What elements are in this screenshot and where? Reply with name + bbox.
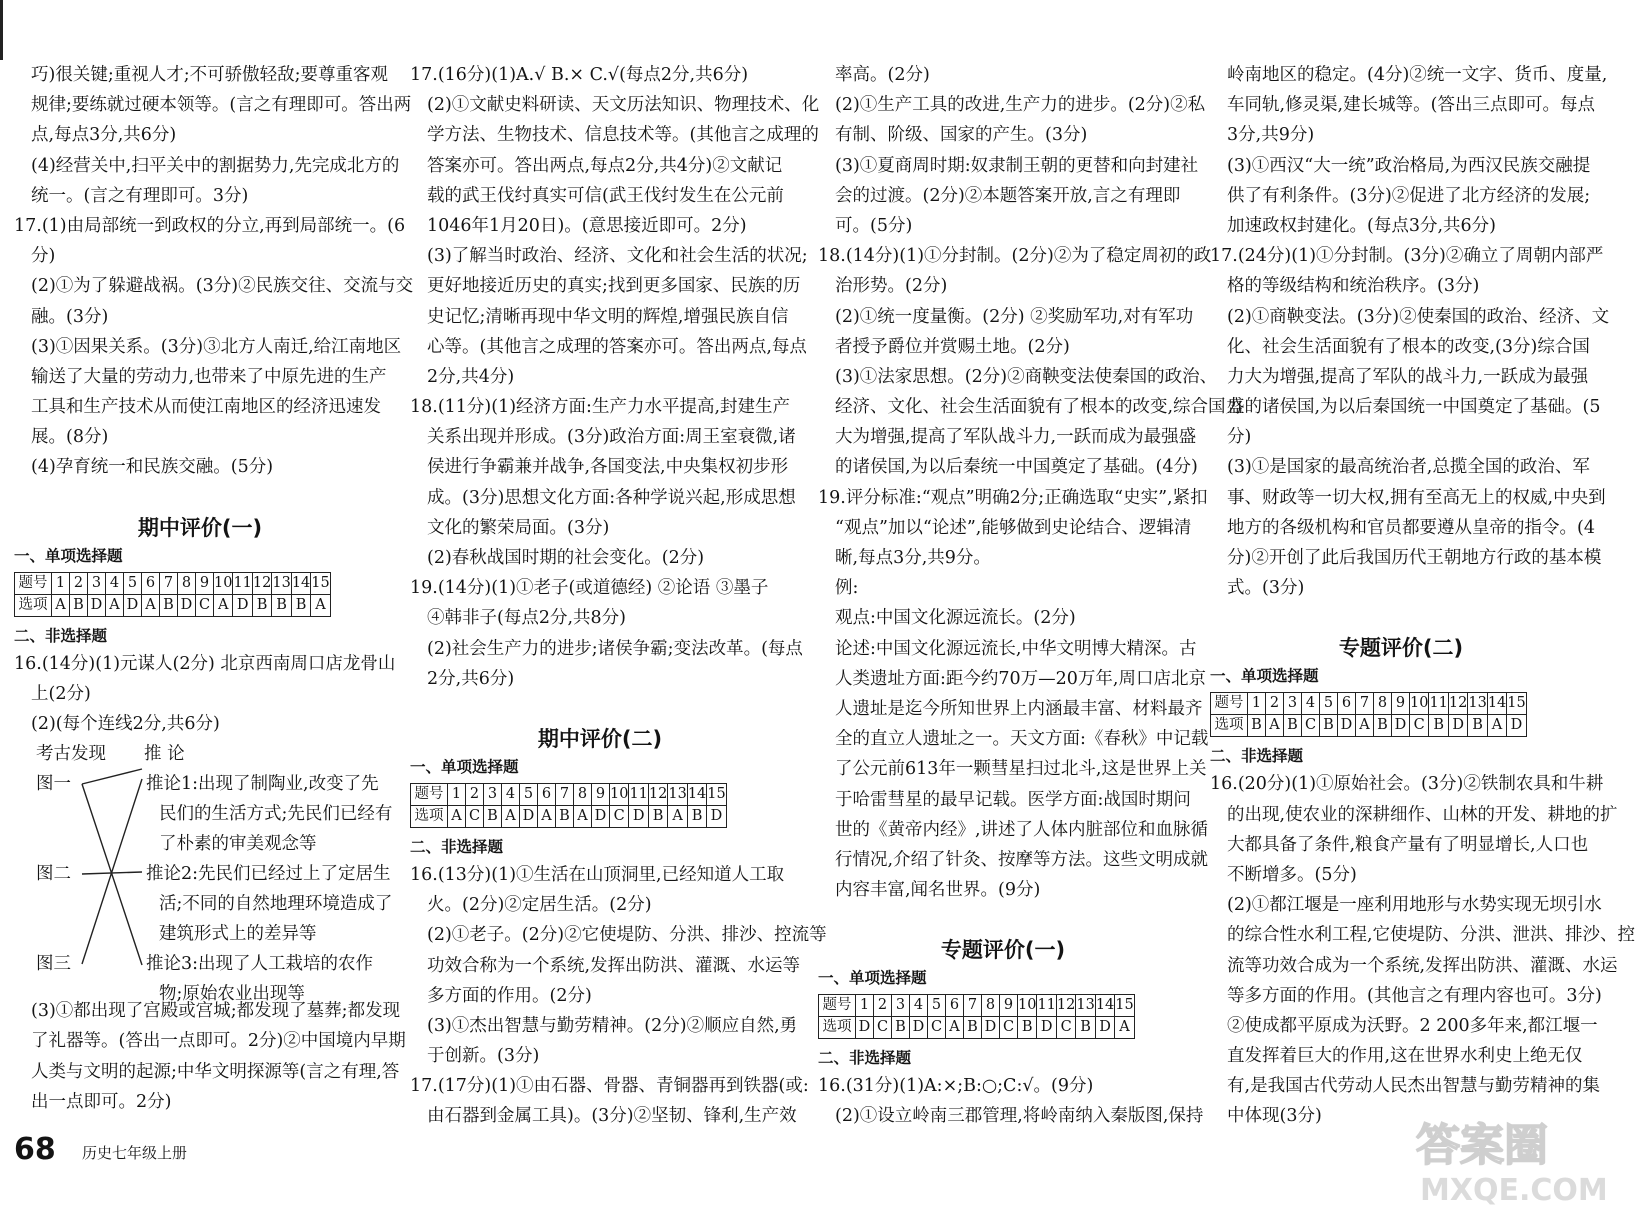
answer-line: 等多方面的作用。(其他言之有理内容也可。3分) — [1227, 985, 1602, 1006]
table-cell: 5 — [124, 572, 142, 594]
answer-line: 分)②开创了此后我国历代王朝地方行政的基本模 — [1227, 548, 1602, 568]
answer-line: 侯进行争霸兼并战争,各国变法,中央集权初步形 — [427, 457, 789, 478]
table-cell: A — [52, 594, 70, 616]
answer-line: 巧)很关键;重视人才;不可骄傲轻敌;要尊重客观 — [31, 65, 389, 85]
table-cell: 6 — [946, 995, 964, 1017]
section-title-midterm-2: 期中评价(二) — [537, 726, 663, 751]
table-cell: A — [311, 594, 330, 616]
table-header-row — [819, 995, 1135, 1017]
answer-line: 内容丰富,闻名世界。(9分) — [835, 880, 1041, 901]
table-cell: 3 — [1284, 693, 1302, 715]
table-cell: 6 — [142, 572, 160, 594]
diagram-inference-line: 推论3:出现了人工栽培的农作 — [146, 954, 374, 975]
answer-line: 于创新。(3分) — [427, 1046, 540, 1067]
answer-line: (3)①是国家的最高统治者,总揽全国的政治、军 — [1227, 457, 1590, 478]
table-cell: A — [946, 1017, 964, 1039]
table-answer-row — [15, 594, 331, 616]
page-number: 68 — [14, 1132, 56, 1167]
answer-line: (2)①设立岭南三郡管理,将岭南纳入秦版图,保持 — [835, 1106, 1204, 1127]
answer-line: ④韩非子(每点2分,共8分) — [427, 608, 626, 629]
answer-line: 观点:中国文化源远流长。(2分) — [835, 608, 1076, 629]
section-title-topic-2: 专题评价(二) — [1338, 636, 1464, 661]
table-answer-row — [819, 1017, 1135, 1039]
table-cell: 3 — [892, 995, 910, 1017]
answer-line: 规律;要练就过硬本领等。(言之有理即可。答出两 — [31, 95, 412, 116]
answer-line: 加速政权封建化。(每点3分,共6分) — [1227, 215, 1496, 236]
diagram-header-right: 推 论 — [144, 744, 185, 765]
answer-line: 统一。(言之有理即可。3分) — [31, 185, 249, 206]
diagram-left-item: 图二 — [36, 864, 71, 885]
col4-block-2 — [1210, 769, 1635, 1131]
table-cell: A — [1487, 715, 1506, 737]
answer-line: (2)①统一度量衡。(2分) ②奖励军功,对有军功 — [835, 306, 1194, 327]
left-edge-mark — [0, 0, 3, 60]
table-cell: 4 — [502, 783, 520, 805]
table-cell: D — [1037, 1017, 1056, 1039]
answer-line: 16.(20分)(1)①原始社会。(3分)②铁制农具和牛耕 — [1210, 774, 1604, 795]
answer-line: 格的等级结构和统治秩序。(3分) — [1227, 276, 1480, 297]
answer-line: 大都具备了条件,粮食产量有了明显增长,人口也 — [1227, 834, 1589, 855]
answer-line: 化、社会生活面貌有了根本的改变,(3分)综合国 — [1227, 336, 1590, 357]
table-cell: 8 — [1374, 693, 1392, 715]
table-cell: B — [1248, 715, 1266, 737]
answer-line: 17.(17分)(1)①由石器、骨器、青铜器再到铁器(或: — [410, 1076, 809, 1097]
answer-line: 有,是我国古代劳动人民杰出智慧与勤劳精神的集 — [1227, 1076, 1601, 1097]
table-cell: D — [592, 805, 610, 827]
answer-line: 世的《黄帝内经》,讲述了人体内脏部位和血脉循 — [835, 819, 1209, 840]
answer-line: 了礼器等。(答出一点即可。2分)②中国境内早期 — [31, 1031, 406, 1052]
answer-line: 16.(14分)(1)元谋人(2分) 北京西南周口店龙骨山 — [14, 653, 396, 674]
table-header-row — [15, 572, 331, 594]
answer-line: 火。(2分)②定居生活。(2分) — [427, 895, 652, 916]
table-cell: C — [1056, 1017, 1075, 1039]
table-cell: B — [1076, 1017, 1095, 1039]
table-row-label: 题号 — [411, 783, 448, 805]
table-cell: 7 — [160, 572, 178, 594]
heading-non-choice: 二、非选择题 — [818, 1049, 912, 1068]
table-row-label: 选项 — [819, 1017, 856, 1039]
heading-single-choice: 一、单项选择题 — [410, 757, 519, 776]
table-cell: D — [233, 594, 252, 616]
table-cell: 8 — [178, 572, 196, 594]
answer-line: 16.(31分)(1)A:×;B:○;C:√。(9分) — [818, 1076, 1094, 1097]
answer-line: 了公元前613年一颗彗星扫过北斗,这是世界上关 — [835, 759, 1207, 780]
answer-line: 关系出现并形成。(3分)政治方面:周王室衰微,诸 — [427, 427, 796, 448]
answer-line: 17.(1)由局部统一到政权的分立,再到局部统一。(6 — [14, 215, 406, 236]
table-cell: 9 — [592, 783, 610, 805]
answer-line: 16.(13分)(1)①生活在山顶洞里,已经知道人工取 — [410, 864, 785, 885]
table-row-label: 选项 — [15, 594, 52, 616]
table-cell: D — [1448, 715, 1467, 737]
answer-line: 史记忆;清晰再现中华文明的辉煌,增强民族自信 — [427, 306, 789, 327]
answer-line: 成。(3分)思想文化方面:各种学说兴起,形成思想 — [427, 487, 796, 508]
answer-line: 19.(14分)(1)①老子(或道德经) ②论语 ③墨子 — [410, 578, 769, 599]
table-cell: D — [124, 594, 142, 616]
table-cell: A — [448, 805, 466, 827]
answer-line: 的诸侯国,为以后秦统一中国奠定了基础。(4分) — [835, 457, 1198, 478]
table-cell: B — [648, 805, 667, 827]
answer-line: 力大为增强,提高了军队的战斗力,一跃成为最强 — [1227, 366, 1589, 387]
answer-line: 式。(3分) — [1227, 578, 1305, 599]
answer-line: 中体现(3分) — [1227, 1106, 1322, 1127]
answer-line: (2)①为了躲避战祸。(3分)②民族交往、交流与交 — [31, 276, 414, 297]
diagram-inference-line: 活;不同的自然地理环境造成了 — [159, 894, 393, 915]
answer-line: 文化的繁荣局面。(3分) — [427, 517, 610, 538]
table-cell: C — [1000, 1017, 1018, 1039]
answer-table — [818, 994, 1135, 1039]
table-cell: 15 — [1507, 693, 1526, 715]
answer-line: 的出现,使农业的深耕细作、山林的开发、耕地的扩 — [1227, 804, 1618, 825]
table-answer-row — [411, 805, 727, 827]
table-cell: D — [707, 805, 726, 827]
answer-line: 点,每点3分,共6分) — [31, 125, 177, 146]
answer-line: 经济、文化、社会生活面貌有了根本的改变,综合国力 — [835, 397, 1244, 418]
table-cell: B — [1374, 715, 1392, 737]
answer-table — [14, 572, 331, 617]
table-cell: D — [1507, 715, 1526, 737]
table-cell: 8 — [574, 783, 592, 805]
diagram-inference-line: 推论1:出现了制陶业,改变了先 — [146, 774, 379, 795]
table-cell: B — [291, 594, 310, 616]
answer-line: (3)①杰出智慧与勤劳精神。(2分)②顺应自然,勇 — [427, 1015, 798, 1036]
answer-line: 17.(24分)(1)①分封制。(3分)②确立了周朝内部严 — [1210, 246, 1604, 267]
table-cell: 4 — [1302, 693, 1320, 715]
table-cell: 1 — [1248, 693, 1266, 715]
heading-single-choice: 一、单项选择题 — [818, 969, 927, 988]
table-cell: D — [982, 1017, 1000, 1039]
table-cell: 1 — [52, 572, 70, 594]
answer-line: 由石器到金属工具)。(3分)②坚韧、锋利,生产效 — [427, 1106, 797, 1127]
answer-line: (2)①都江堰是一座利用地形与水势实现无坝引水 — [1227, 895, 1602, 916]
svg-text:MXQE.COM: MXQE.COM — [1420, 1173, 1608, 1208]
table-cell: 13 — [1468, 693, 1487, 715]
table-cell: 11 — [233, 572, 252, 594]
table-cell: 7 — [1356, 693, 1374, 715]
answer-line: 治形势。(2分) — [835, 276, 948, 297]
answer-line: 2分,共4分) — [427, 366, 515, 387]
watermark-logo — [1412, 1110, 1608, 1210]
answer-line: 人类与文明的起源;中华文明探源等(言之有理,答 — [31, 1061, 400, 1082]
answer-line: 上(2分) — [31, 683, 91, 704]
table-cell: 15 — [707, 783, 726, 805]
answer-line: (3)①都出现了宫殿或宫城;都发现了墓葬;都发现 — [31, 1001, 401, 1022]
answer-line: 分) — [1227, 427, 1252, 448]
table-cell: C — [874, 1017, 892, 1039]
answer-line: “观点”加以“论述”,能够做到史论结合、逻辑清 — [835, 517, 1192, 538]
table-cell: B — [1429, 715, 1448, 737]
table-cell: B — [964, 1017, 982, 1039]
table-cell: C — [610, 805, 629, 827]
table-cell: 11 — [629, 783, 648, 805]
answer-line: ②使成都平原成为沃野。2 200多年来,都江堰一 — [1227, 1015, 1598, 1036]
table-cell: 2 — [466, 783, 484, 805]
col2-block-1 — [410, 60, 820, 694]
answer-line: 学方法、生物技术、信息技术等。(其他言之成理的 — [427, 125, 819, 146]
table-cell: C — [1302, 715, 1320, 737]
answer-line: (2)①老子。(2分)②它使堤防、分洪、排沙、控流等 — [427, 925, 827, 946]
table-cell: B — [687, 805, 706, 827]
table-cell: D — [910, 1017, 928, 1039]
table-cell: C — [466, 805, 484, 827]
svg-text:答案圈: 答案圈 — [1416, 1120, 1548, 1171]
table-cell: D — [88, 594, 106, 616]
answer-table — [410, 783, 727, 828]
answer-line: 盛的诸侯国,为以后秦国统一中国奠定了基础。(5 — [1227, 397, 1601, 418]
answer-line: 功效合称为一个系统,发挥出防洪、灌溉、水运等 — [427, 955, 801, 976]
table-header-row — [411, 783, 727, 805]
answer-line: 19.评分标准:“观点”明确2分;正确选取“史实”,紧扣 — [818, 487, 1208, 508]
table-cell: 2 — [874, 995, 892, 1017]
diagram-left-item: 图一 — [36, 774, 71, 795]
table-cell: 3 — [88, 572, 106, 594]
table-cell: 13 — [272, 572, 291, 594]
col1-block-2 — [14, 649, 396, 740]
table-cell: D — [1095, 1017, 1114, 1039]
table-cell: C — [1410, 715, 1429, 737]
table-cell: B — [892, 1017, 910, 1039]
column-3 — [818, 60, 1244, 1132]
diagram-inference-line: 物;原始农业出现等 — [159, 984, 305, 1005]
table-cell: 5 — [520, 783, 538, 805]
table-row-label: 题号 — [819, 995, 856, 1017]
answer-line: 融。(3分) — [31, 306, 109, 327]
table-cell: 13 — [1076, 995, 1095, 1017]
table-cell: B — [70, 594, 88, 616]
answer-line: 不断增多。(5分) — [1227, 864, 1357, 885]
table-cell: 6 — [1338, 693, 1356, 715]
answer-line: 率高。(2分) — [835, 65, 930, 85]
table-cell: 3 — [484, 783, 502, 805]
answer-line: 工具和生产技术从而使江南地区的经济迅速发 — [31, 397, 381, 418]
answer-line: 行情况,介绍了针灸、按摩等方法。这些文明成就 — [835, 849, 1209, 870]
table-row-label: 题号 — [1211, 693, 1248, 715]
table-cell: 14 — [687, 783, 706, 805]
table-cell: 12 — [648, 783, 667, 805]
answer-line: 岭南地区的稳定。(4分)②统一文字、货币、度量, — [1227, 65, 1608, 85]
table-cell: 5 — [1320, 693, 1338, 715]
answer-line: 载的武王伐纣真实可信(武王伐纣发生在公元前 — [427, 185, 784, 206]
answer-line: (2)(每个连线2分,共6分) — [31, 714, 220, 734]
table-cell: B — [1468, 715, 1487, 737]
table-cell: 11 — [1429, 693, 1448, 715]
answer-line: 输送了大量的劳动力,也带来了中原先进的生产 — [31, 366, 387, 387]
answer-line: 会的过渡。(2分)②本题答案开放,言之有理即 — [835, 185, 1181, 206]
table-cell: D — [520, 805, 538, 827]
answer-line: 可。(5分) — [835, 215, 913, 236]
matching-diagram — [14, 739, 393, 1005]
answer-line: 供了有利条件。(3分)②促进了北方经济的发展; — [1227, 185, 1591, 206]
table-cell: 12 — [252, 572, 271, 594]
book-title: 历史七年级上册 — [82, 1144, 188, 1162]
table-cell: 7 — [556, 783, 574, 805]
table-cell: A — [1266, 715, 1284, 737]
answer-line: 地方的各级机构和官员都要遵从皇帝的指令。(4 — [1227, 517, 1595, 538]
heading-non-choice: 二、非选择题 — [1210, 747, 1304, 766]
answer-line: 的综合性水利工程,它使堤防、分洪、泄洪、排沙、控 — [1227, 925, 1635, 946]
answer-line: (2)社会生产力的进步;诸侯争霸;变法改革。(每点 — [427, 638, 803, 659]
col3-block-2 — [818, 1071, 1204, 1131]
table-cell: B — [556, 805, 574, 827]
heading-non-choice: 二、非选择题 — [410, 837, 504, 856]
answer-line: 车同轨,修灵渠,建长城等。(答出三点即可。每点 — [1227, 95, 1595, 116]
answer-line: 人遗址是迄今所知世界上内涵最丰富、材料最齐 — [835, 698, 1203, 719]
answer-line: 流等功效合成为一个系统,发挥出防洪、灌溉、水运 — [1227, 955, 1618, 976]
col4-block-1 — [1210, 60, 1610, 603]
table-cell: 14 — [291, 572, 310, 594]
table-cell: B — [272, 594, 291, 616]
table-cell: 4 — [910, 995, 928, 1017]
answer-line: (3)①法家思想。(2分)②商鞅变法使秦国的政治、 — [835, 366, 1218, 387]
table-row-label: 选项 — [411, 805, 448, 827]
table-cell: 4 — [106, 572, 124, 594]
answer-line: 多方面的作用。(2分) — [427, 985, 592, 1006]
table-cell: B — [1320, 715, 1338, 737]
answer-line: 大为增强,提高了军队战斗力,一跃而成为最强盛 — [835, 427, 1197, 448]
table-cell: 10 — [1410, 693, 1429, 715]
diagram-inference-line: 了朴素的审美观念等 — [159, 834, 317, 855]
answer-line: 展。(8分) — [31, 427, 109, 448]
diagram-inference-line: 建筑形式上的差异等 — [159, 924, 317, 945]
answer-line: 全的直立人遗址之一。天文方面:《春秋》中记载 — [835, 729, 1209, 750]
answer-line: 于哈雷彗星的最早记载。医学方面:战国时期问 — [835, 789, 1191, 810]
table-cell: 1 — [856, 995, 874, 1017]
table-cell: 9 — [1000, 995, 1018, 1017]
table-cell: 15 — [1115, 995, 1134, 1017]
answer-line: 心等。(其他言之成理的答案亦可。答出两点,每点 — [427, 336, 807, 357]
table-cell: A — [1115, 1017, 1134, 1039]
table-cell: 9 — [196, 572, 214, 594]
table-row-label: 题号 — [15, 572, 52, 594]
answer-line: (2)①文献史料研读、天文历法知识、物理技术、化 — [427, 95, 820, 116]
answer-line: 1046年1月20日)。(意思接近即可。2分) — [427, 215, 747, 236]
table-cell: A — [106, 594, 124, 616]
table-cell: D — [629, 805, 648, 827]
answer-line: 例: — [835, 578, 859, 599]
diagram-left-item: 图三 — [36, 954, 71, 975]
table-cell: 10 — [610, 783, 629, 805]
answer-line: 2分,共6分) — [427, 668, 515, 689]
table-cell: 13 — [668, 783, 687, 805]
answer-line: 3分,共9分) — [1227, 125, 1315, 146]
section-title-topic-1: 专题评价(一) — [940, 938, 1066, 963]
table-cell: 10 — [214, 572, 233, 594]
table-cell: 12 — [1056, 995, 1075, 1017]
table-cell: B — [1284, 715, 1302, 737]
table-cell: 11 — [1037, 995, 1056, 1017]
table-cell: 12 — [1448, 693, 1467, 715]
table-header-row — [1211, 693, 1527, 715]
table-cell: 6 — [538, 783, 556, 805]
table-cell: B — [1018, 1017, 1037, 1039]
answer-line: (4)经营关中,扫平关中的割据势力,先完成北方的 — [31, 155, 400, 176]
table-cell: D — [856, 1017, 874, 1039]
table-cell: D — [1338, 715, 1356, 737]
table-cell: C — [928, 1017, 946, 1039]
diagram-header-left: 考古发现 — [36, 744, 106, 765]
table-cell: 10 — [1018, 995, 1037, 1017]
heading-non-choice: 二、非选择题 — [14, 626, 108, 645]
answer-line: 晰,每点3分,共9分。 — [835, 548, 991, 568]
table-cell: A — [214, 594, 233, 616]
answer-line: 18.(11分)(1)经济方面:生产力水平提高,封建生产 — [410, 397, 790, 418]
answer-line: 有制、阶级、国家的产生。(3分) — [835, 125, 1088, 146]
answer-line: (3)①因果关系。(3分)③北方人南迁,给江南地区 — [31, 336, 402, 357]
heading-single-choice: 一、单项选择题 — [14, 546, 123, 565]
table-cell: B — [484, 805, 502, 827]
table-cell: 2 — [70, 572, 88, 594]
answer-line: 出一点即可。2分) — [31, 1091, 172, 1112]
col2-block-2 — [410, 860, 827, 1132]
diagram-inference-line: 推论2:先民们已经过上了定居生 — [146, 864, 391, 885]
table-cell: 15 — [311, 572, 330, 594]
table-cell: 2 — [1266, 693, 1284, 715]
table-cell: 14 — [1487, 693, 1506, 715]
answer-line: (2)①生产工具的改进,生产力的进步。(2分)②私 — [835, 95, 1206, 116]
diagram-inference-line: 民们的生活方式;先民们已经有 — [159, 804, 393, 825]
answer-line: 18.(14分)(1)①分封制。(2分)②为了稳定周初的政 — [818, 246, 1212, 267]
table-cell: D — [1392, 715, 1410, 737]
table-cell: A — [538, 805, 556, 827]
table-cell: 8 — [982, 995, 1000, 1017]
answer-line: 17.(16分)(1)A.√ B.× C.√(每点2分,共6分) — [410, 65, 749, 85]
section-title-midterm-1: 期中评价(一) — [137, 515, 263, 540]
table-cell: C — [196, 594, 214, 616]
table-cell: A — [668, 805, 687, 827]
heading-single-choice: 一、单项选择题 — [1210, 667, 1319, 686]
table-row-label: 选项 — [1211, 715, 1248, 737]
table-answer-row — [1211, 715, 1527, 737]
table-cell: 5 — [928, 995, 946, 1017]
table-cell: A — [502, 805, 520, 827]
table-cell: A — [142, 594, 160, 616]
table-cell: D — [178, 594, 196, 616]
answer-line: 人类遗址方面:距今约70万—20万年,周口店北京 — [835, 668, 1206, 689]
col1-block-3 — [14, 996, 406, 1117]
answer-line: 事、财政等一切大权,拥有至高无上的权威,中央到 — [1227, 487, 1606, 508]
answer-line: 论述:中国文化源远流长,中华文明博大精深。古 — [835, 638, 1197, 659]
answer-line: 者授予爵位并赏赐土地。(2分) — [835, 336, 1070, 357]
column-1 — [14, 60, 414, 1117]
table-cell: 9 — [1392, 693, 1410, 715]
column-4 — [1210, 60, 1635, 1132]
table-cell: B — [252, 594, 271, 616]
table-cell: A — [574, 805, 592, 827]
col1-block-1 — [14, 60, 414, 483]
column-2 — [410, 60, 827, 1132]
table-cell: 14 — [1095, 995, 1114, 1017]
answer-line: (4)孕育统一和民族交融。(5分) — [31, 457, 274, 478]
table-cell: 1 — [448, 783, 466, 805]
answer-line: (3)①西汉“大一统”政治格局,为西汉民族交融提 — [1227, 155, 1591, 176]
answer-line: (2)①商鞅变法。(3分)②使秦国的政治、经济、文 — [1227, 306, 1610, 327]
answer-line: 直发挥着巨大的作用,这在世界水利史上绝无仅 — [1227, 1046, 1583, 1067]
answer-table — [1210, 692, 1527, 737]
answer-line: (3)①夏商周时期:奴隶制王朝的更替和向封建社 — [835, 155, 1199, 176]
answer-line: (2)春秋战国时期的社会变化。(2分) — [427, 548, 705, 568]
table-cell: 7 — [964, 995, 982, 1017]
table-cell: B — [160, 594, 178, 616]
table-cell: A — [1356, 715, 1374, 737]
answer-line: 更好地接近历史的真实;找到更多国家、民族的历 — [427, 276, 801, 297]
answer-line: 分) — [31, 246, 56, 267]
answer-line: 答案亦可。答出两点,每点2分,共4分)②文献记 — [427, 155, 783, 176]
answer-line: (3)了解当时政治、经济、文化和社会生活的状况; — [427, 246, 808, 267]
